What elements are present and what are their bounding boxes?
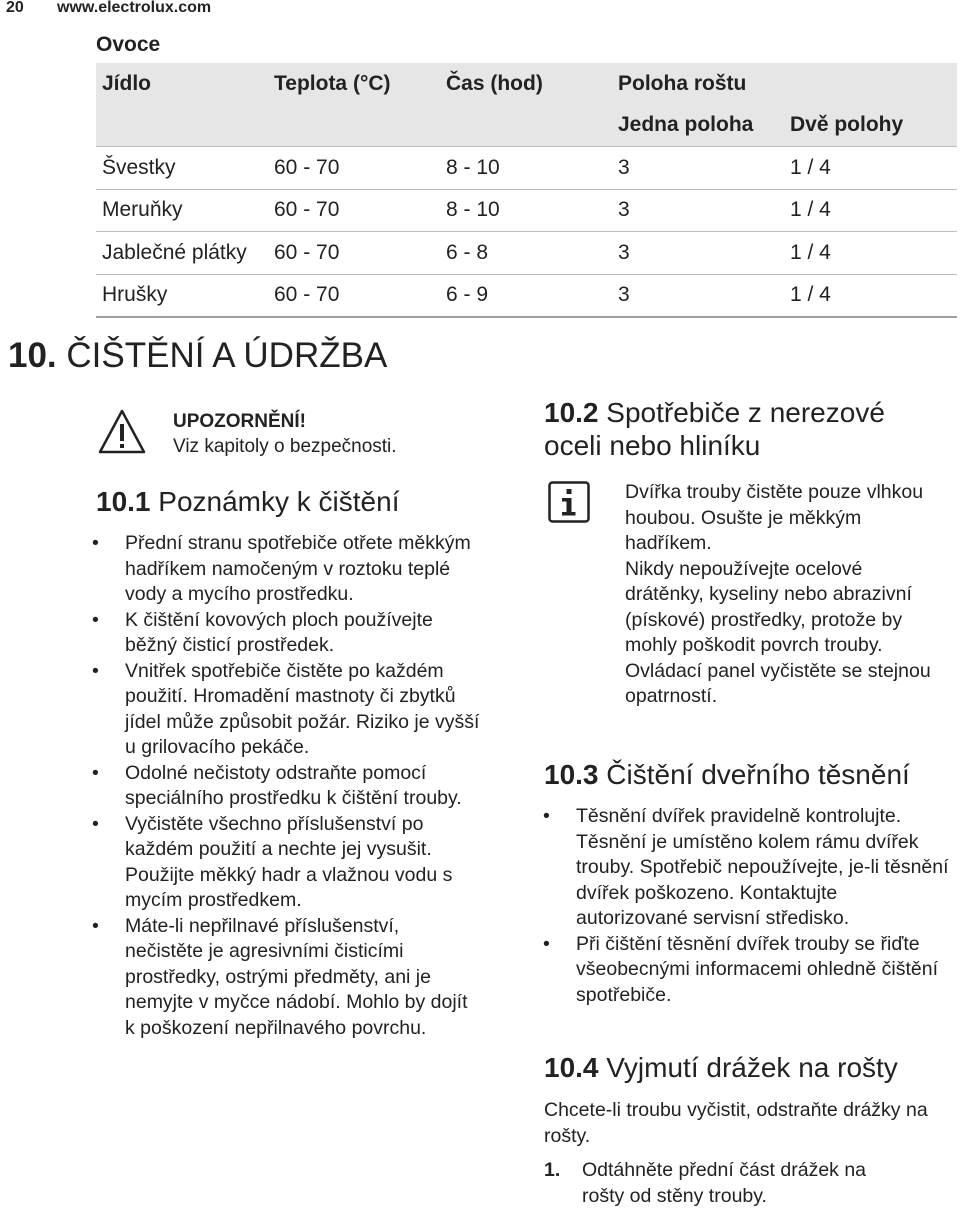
section-title: Čištění dveřního těsnění	[606, 759, 910, 790]
info-paragraph: Nikdy nepoužívejte ocelové drátěnky, kyseliny nebo abrazivní (pískové) prostředky, protože by mohly poškodit povrch trouby.	[625, 557, 912, 656]
info-paragraph: Dvířka trouby čistěte pouze vlhkou houbou. Osušte je měkkým hadříkem.	[625, 481, 924, 554]
table-row	[96, 232, 957, 275]
header-position: Poloha roštu	[612, 63, 957, 105]
info-paragraph: Ovládací panel vyčistěte se stejnou opatrností.	[625, 659, 931, 707]
drying-table	[96, 63, 957, 318]
chapter-heading	[8, 336, 387, 376]
cell-food: Meruňky	[96, 189, 268, 232]
list-item: • Přední stranu spotřebiče otřete měkkým hadříkem namočeným v roztoku teplé vody a mycího prostředku.	[92, 531, 482, 608]
header-two-levels: Dvě polohy	[784, 105, 957, 147]
list-item: • Vyčistěte všechno příslušenství po každém použití a nechte jej vysušit. Použijte měkký hadr a vlažnou vodu s mycím prostředkem.	[92, 812, 482, 914]
header-food: Jídlo	[96, 63, 268, 105]
header-time: Čas (hod)	[440, 63, 612, 105]
cell-time: 6 - 8	[440, 232, 612, 275]
section-number: 10.1	[96, 486, 151, 517]
table-section-label: Ovoce	[96, 33, 161, 56]
table-row	[96, 189, 957, 232]
list-item: • Odolné nečistoty odstraňte pomocí speciálního prostředku k čištění trouby.	[92, 761, 482, 812]
list-item: • Těsnění dvířek pravidelně kontrolujte. Těsnění je umístěno kolem rámu dvířek trouby. Spotřebič nepoužívejte, je-li těsnění dvířek poškozeno. Kontaktujte autorizované servisní středisko.	[543, 804, 953, 932]
cell-one-level: 3	[612, 189, 784, 232]
step-number: 1.	[544, 1159, 561, 1181]
cell-one-level: 3	[612, 232, 784, 275]
cell-temp: 60 - 70	[268, 232, 440, 275]
cell-two-levels: 1 / 4	[784, 189, 957, 232]
chapter-number: 10.	[8, 336, 57, 375]
page-number: 20	[6, 0, 24, 16]
list-item: • Vnitřek spotřebiče čistěte po každém použití. Hromadění mastnoty či zbytků jídel může způsobit požár. Riziko je vyšší u grilovacího pekáče.	[92, 659, 482, 761]
cell-temp: 60 - 70	[268, 147, 440, 190]
cell-food: Hrušky	[96, 274, 268, 317]
section-title-line2: oceli nebo hliníku	[544, 430, 761, 461]
cell-food: Švestky	[96, 147, 268, 190]
section-number: 10.2	[544, 397, 599, 428]
warning-text: Viz kapitoly o bezpečnosti.	[173, 436, 397, 457]
list-item: • Máte-li nepřilnavé příslušenství, nečistěte je agresivními čisticími prostředky, ostrými předměty, ani je nemyjte v myčce nádobí. Mohlo by dojít k poškození nepřilnavého povrchu.	[92, 914, 482, 1042]
info-icon	[548, 481, 590, 523]
cell-two-levels: 1 / 4	[784, 147, 957, 190]
website-url[interactable]: www.electrolux.com	[57, 0, 212, 16]
list-item: • Při čištění těsnění dvířek trouby se řiďte všeobecnými informacemi ohledně čištění spotřebiče.	[543, 932, 953, 1009]
cell-food: Jablečné plátky	[96, 232, 268, 275]
step-item	[544, 1158, 944, 1210]
step-text: Odtáhněte přední část drážek na rošty od stěny trouby.	[582, 1159, 867, 1207]
cell-time: 8 - 10	[440, 147, 612, 190]
cleaning-notes-list	[92, 531, 482, 1041]
chapter-title: ČIŠTĚNÍ A ÚDRŽBA	[66, 336, 388, 375]
table-row	[96, 274, 957, 317]
header-temp: Teplota (°C)	[268, 63, 440, 105]
list-item: • K čištění kovových ploch používejte běžný čisticí prostředek.	[92, 608, 482, 659]
header-one-level: Jedna poloha	[612, 105, 784, 147]
door-seal-list	[543, 804, 953, 1008]
page-header	[0, 0, 960, 19]
section-title: Vyjmutí drážek na rošty	[606, 1052, 898, 1083]
section-10-3-heading	[544, 758, 910, 791]
section-number: 10.3	[544, 759, 599, 790]
cell-one-level: 3	[612, 147, 784, 190]
cell-two-levels: 1 / 4	[784, 274, 957, 317]
table-row	[96, 147, 957, 190]
cell-temp: 60 - 70	[268, 274, 440, 317]
section-title: Poznámky k čištění	[158, 486, 400, 517]
section-10-2-heading	[544, 396, 885, 462]
cell-two-levels: 1 / 4	[784, 232, 957, 275]
section-10-4-heading	[544, 1051, 898, 1084]
warning-title: UPOZORNĚNÍ!	[173, 411, 306, 432]
cell-one-level: 3	[612, 274, 784, 317]
warning-triangle-icon	[97, 407, 147, 457]
section-10-1-heading	[96, 485, 399, 518]
cell-time: 8 - 10	[440, 189, 612, 232]
section-number: 10.4	[544, 1052, 599, 1083]
section-intro: Chcete-li troubu vyčistit, odstraňte drážky na rošty.	[544, 1099, 928, 1147]
cell-time: 6 - 9	[440, 274, 612, 317]
section-title-line1: Spotřebiče z nerezové	[606, 397, 885, 428]
info-note	[625, 480, 945, 710]
cell-temp: 60 - 70	[268, 189, 440, 232]
